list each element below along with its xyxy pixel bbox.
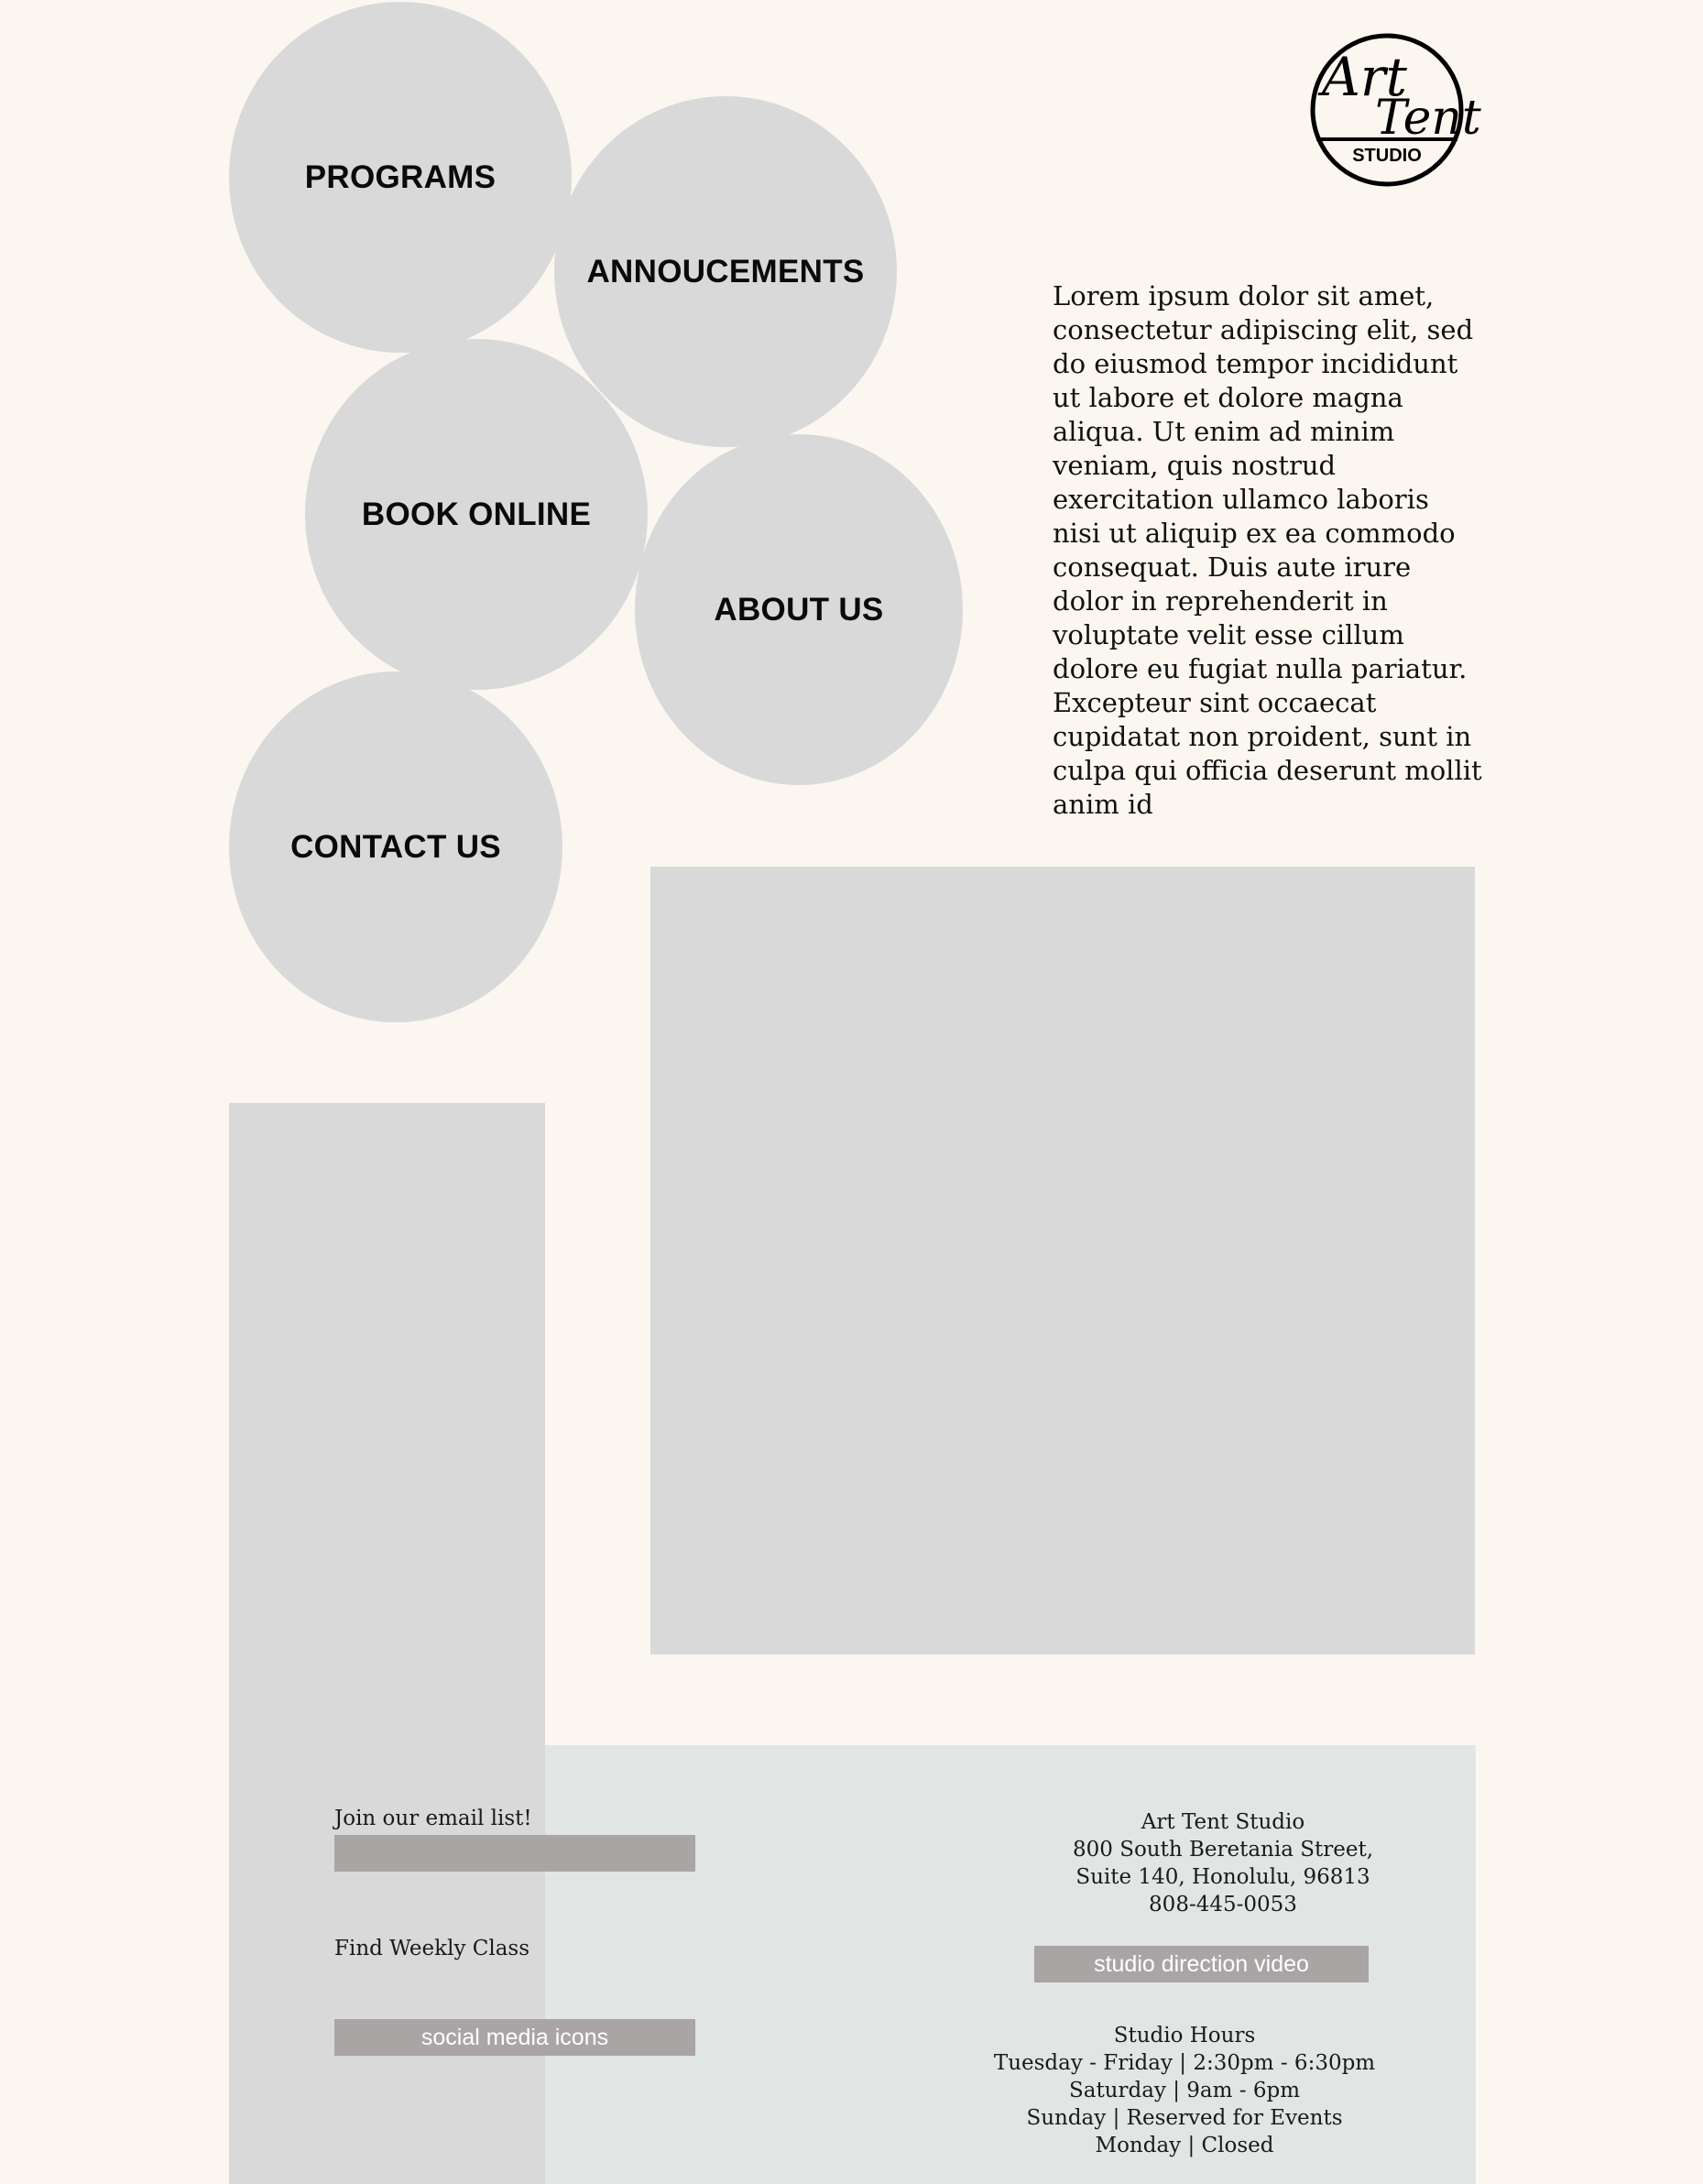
studio-address — [1044, 1808, 1402, 1918]
logo-tent-text: Tent — [1375, 91, 1481, 146]
email-signup-label: Join our email list! — [334, 1807, 532, 1830]
studio-hours — [953, 2022, 1416, 2159]
nav-announcements[interactable] — [554, 96, 897, 447]
intro-paragraph: Lorem ipsum dolor sit amet, consectetur adipiscing elit, sed do eiusmod tempor incididunt ut labore et dolore magna aliqua. Ut enim ad minim veniam, quis nostrud exercitation ullamco laboris nisi ut aliquip ex ea commodo consequat. Duis aute irure dolor in reprehenderit in voluptate velit esse cillum dolore eu fugiat nulla pariatur. Excepteur sint occaecat cupidatat non proident, sunt in culpa qui officia deserunt mollit anim id — [1053, 280, 1482, 820]
nav-programs-label: PROGRAMS — [304, 158, 497, 195]
studio-direction-video-button[interactable]: studio direction video — [1034, 1946, 1369, 1982]
nav-programs[interactable] — [229, 2, 572, 353]
studio-hours-line: Sunday | Reserved for Events — [1026, 2106, 1343, 2130]
studio-hours-line: Tuesday - Friday | 2:30pm - 6:30pm — [993, 2051, 1376, 2075]
nav-about-us-label: ABOUT US — [714, 591, 884, 628]
find-weekly-class-link[interactable]: Find Weekly Class — [334, 1937, 530, 1960]
nav-announcements-label: ANNOUCEMENTS — [586, 253, 865, 289]
studio-suite: Suite 140, Honolulu, 96813 — [1075, 1865, 1370, 1889]
logo-art-text: Art — [1322, 46, 1407, 108]
nav-contact-us-label: CONTACT US — [290, 828, 501, 865]
social-media-icons[interactable]: social media icons — [334, 2019, 695, 2056]
art-tent-studio-logo[interactable] — [1309, 27, 1481, 192]
logo-studio-text: STUDIO — [1352, 146, 1422, 166]
studio-hours-title: Studio Hours — [1113, 2024, 1256, 2048]
studio-phone[interactable]: 808-445-0053 — [1149, 1893, 1297, 1916]
studio-hours-line: Saturday | 9am - 6pm — [1068, 2079, 1301, 2102]
studio-hours-line: Monday | Closed — [1095, 2134, 1274, 2157]
studio-street: 800 South Beretania Street, — [1072, 1838, 1374, 1862]
email-input[interactable] — [334, 1835, 695, 1872]
feature-image-placeholder — [650, 867, 1475, 1654]
nav-about-us[interactable] — [635, 434, 963, 785]
nav-book-online-label: BOOK ONLINE — [361, 496, 592, 532]
nav-book-online[interactable] — [305, 339, 648, 690]
studio-name: Art Tent Studio — [1141, 1810, 1305, 1834]
nav-contact-us[interactable] — [229, 672, 562, 1022]
